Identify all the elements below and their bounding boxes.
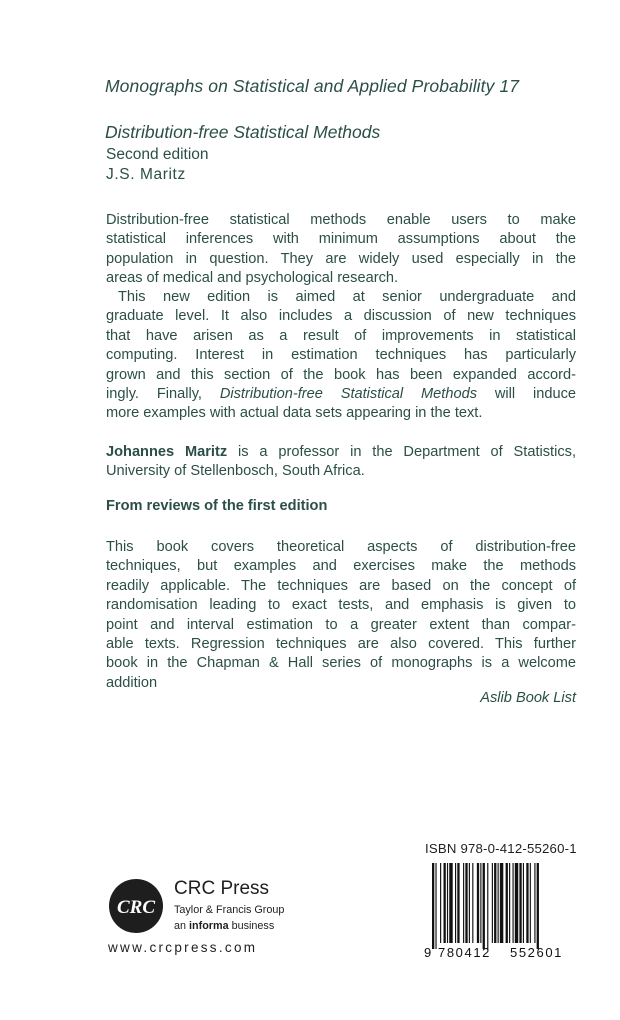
reviews-heading: From reviews of the first edition [106, 498, 328, 514]
review-paragraph [106, 538, 576, 693]
text-line [106, 385, 576, 404]
publisher-informa [174, 920, 274, 932]
text-segment: business [228, 920, 275, 932]
crc-press-logo [108, 878, 164, 934]
text-line: able texts. Regression techniques are also covered. This further [106, 636, 576, 653]
barcode-bar [455, 863, 456, 943]
text-segment: is a professor in the Department of Statistics, [227, 444, 577, 460]
text-line: techniques, but examples and exercises make the methods [106, 558, 576, 575]
text-line: computing. Interest in estimation techniques has particularly [106, 347, 576, 364]
edition-label: Second edition [106, 146, 209, 163]
barcode-bar [463, 863, 464, 943]
barcode-bar [444, 863, 446, 943]
publisher-url: www.crcpress.com [108, 940, 258, 955]
barcode-bar [435, 863, 436, 949]
series-title: Monographs on Statistical and Applied Probability 17 [105, 76, 520, 96]
barcode-bar [447, 863, 448, 943]
barcode-bar [530, 863, 531, 943]
barcode-bar [494, 863, 496, 943]
review-source: Aslib Book List [480, 690, 576, 706]
barcode-bar [432, 863, 434, 949]
text-line: Distribution-free statistical methods enable users to make [106, 212, 576, 228]
book-title: Distribution-free Statistical Methods [105, 122, 381, 142]
barcode-bar [498, 863, 499, 943]
text-line: areas of medical and psychological research. [106, 270, 399, 287]
barcode-digits-left: 780412 [438, 945, 491, 960]
barcode-bar [440, 863, 441, 943]
barcode-bar [515, 863, 518, 943]
author-bio [106, 443, 576, 482]
new-edition-paragraph [106, 288, 576, 424]
text-line: graduate level. It also includes a discussion of new techniques [106, 308, 576, 325]
barcode-bar [534, 863, 535, 943]
barcode-bar [537, 863, 539, 949]
text-segment: an [174, 920, 190, 932]
publisher-group: Taylor & Francis Group [174, 904, 285, 916]
text-line: addition [106, 674, 158, 691]
barcode-bar [457, 863, 459, 943]
text-segment: ingly. Finally, [106, 386, 220, 403]
text-segment: will induce [477, 386, 576, 403]
barcode-bar [477, 863, 479, 943]
barcode-bar [483, 863, 485, 949]
author-name: J.S. Maritz [106, 166, 186, 183]
text-line: This book covers theoretical aspects of distribution-free [106, 539, 576, 555]
book-title-inline: Distribution-free Statistical Methods [219, 386, 477, 403]
barcode-bar [519, 863, 521, 943]
barcode-bar [500, 863, 503, 943]
barcode-bar [449, 863, 452, 943]
barcode [423, 861, 585, 961]
barcode-bar [465, 863, 467, 943]
barcode-bar [480, 863, 481, 943]
publisher-name: CRC Press [174, 878, 270, 899]
barcode-bar [472, 863, 473, 943]
barcode-bar [526, 863, 528, 943]
text-line: more examples with actual data sets appearing in the text. [106, 405, 483, 422]
informa-word: informa [189, 920, 229, 932]
text-line: randomisation leading to exact tests, and emphasis is given to [106, 597, 576, 614]
description-paragraph [106, 211, 576, 289]
text-line: point and interval estimation to a greater extent than compar- [106, 616, 576, 633]
barcode-digits-right: 552601 [510, 945, 563, 960]
barcode-bar [469, 863, 470, 943]
barcode-bar [513, 863, 514, 943]
text-line: population in question. They are widely used especially in the [106, 250, 576, 267]
text-line: This new edition is aimed at senior undergraduate and [118, 289, 576, 305]
text-line: that have arisen as a result of improvements in statistical [106, 327, 576, 344]
isbn-label: ISBN 978-0-412-55260-1 [425, 841, 577, 856]
text-line [106, 443, 576, 462]
barcode-bar [487, 863, 488, 949]
barcode-bars [432, 863, 539, 949]
barcode-digit-lead: 9 [424, 945, 432, 960]
text-line: readily applicable. The techniques are based on the concept of [106, 577, 576, 594]
barcode-bar [492, 863, 493, 943]
text-line: book in the Chapman & Hall series of monographs is a welcome [106, 655, 576, 672]
author-bio-name: Johannes Maritz [106, 444, 228, 460]
barcode-bar [506, 863, 508, 943]
text-line: grown and this section of the book has been expanded accord- [106, 366, 576, 383]
barcode-bar [523, 863, 524, 943]
logo-lettering: CRC [116, 897, 156, 918]
barcode-bar [509, 863, 510, 943]
text-line: University of Stellenbosch, South Africa. [106, 463, 365, 480]
text-line: statistical inferences with minimum assumptions about the [106, 231, 576, 248]
